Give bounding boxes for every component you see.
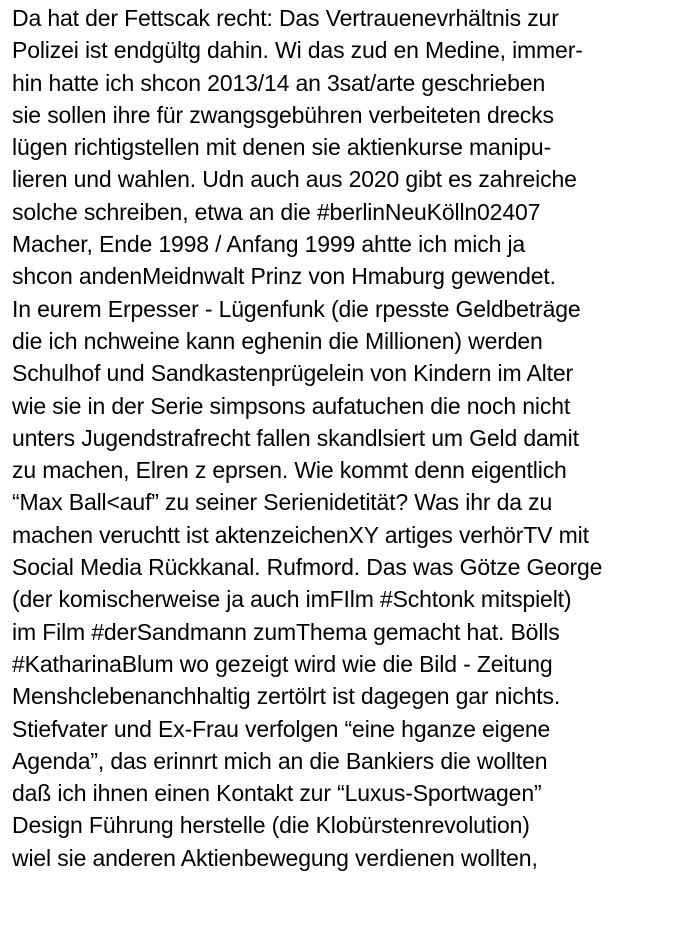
text-line: wie sie in der Serie simpsons aufatuchen die noch nicht (12, 392, 571, 419)
text-line: lügen richtigstellen mit denen sie aktienkurse manipu- (12, 134, 552, 161)
text-line: Social Media Rückkanal. Rufmord. Das was Götze George (12, 554, 603, 581)
text-line: Schulhof und Sandkastenprügelein von Kindern im Alter (12, 360, 574, 387)
text-line: “Max Ball<auf” zu seiner Serienidetität? Was ihr da zu (12, 489, 553, 516)
text-line: lieren und wahlen. Udn auch aus 2020 gibt es zahreiche (12, 166, 577, 193)
text-line: Agenda”, das erinnrt mich an die Bankiers die wollten (12, 747, 548, 774)
text-line: die ich nchweine kann eghenin die Millionen) werden (12, 327, 543, 354)
text-line: Design Führung herstelle (die Klobürstenrevolution) (12, 812, 530, 839)
text-line: Macher, Ende 1998 / Anfang 1999 ahtte ich mich ja (12, 231, 526, 258)
text-line: unters Jugendstrafrecht fallen skandlsiert um Geld damit (12, 424, 579, 451)
text-line: hin hatte ich shcon 2013/14 an 3sat/arte geschrieben (12, 69, 546, 96)
text-line: wiel sie anderen Aktienbewegung verdienen wollten, (12, 844, 538, 871)
text-line: Da hat der Fettscak recht: Das Vertrauenevrhältnis zur (12, 5, 559, 31)
text-line: shcon andenMeidnwalt Prinz von Hmaburg gewendet. (12, 263, 556, 290)
document-body-text (12, 2, 676, 874)
text-line: daß ich ihnen einen Kontakt zur “Luxus-Sportwagen” (12, 780, 542, 807)
text-line: solche schreiben, etwa an die #berlinNeuKölln02407 (12, 198, 541, 225)
text-line: #KatharinaBlum wo gezeigt wird wie die Bild - Zeitung (12, 650, 553, 677)
text-line: (der komischerweise ja auch imFIlm #Schtonk mitspielt) (12, 586, 572, 613)
text-line: Stiefvater und Ex-Frau verfolgen “eine hganze eigene (12, 715, 551, 742)
text-line: zu machen, Elren z eprsen. Wie kommt denn eigentlich (12, 457, 567, 484)
text-line: machen veruchtt ist aktenzeichenXY artiges verhörTV mit (12, 521, 589, 548)
text-line: sie sollen ihre für zwangsgebühren verbeiteten drecks (12, 101, 554, 128)
text-line: im Film #derSandmann zumThema gemacht hat. Bölls (12, 618, 560, 645)
text-line: Polizei ist endgültg dahin. Wi das zud en Medine, immer- (12, 37, 583, 64)
text-line: Menshclebenanchhaltig zertölrt ist dagegen gar nichts. (12, 683, 561, 710)
text-line: In eurem Erpesser - Lügenfunk (die rpesste Geldbeträge (12, 295, 581, 322)
